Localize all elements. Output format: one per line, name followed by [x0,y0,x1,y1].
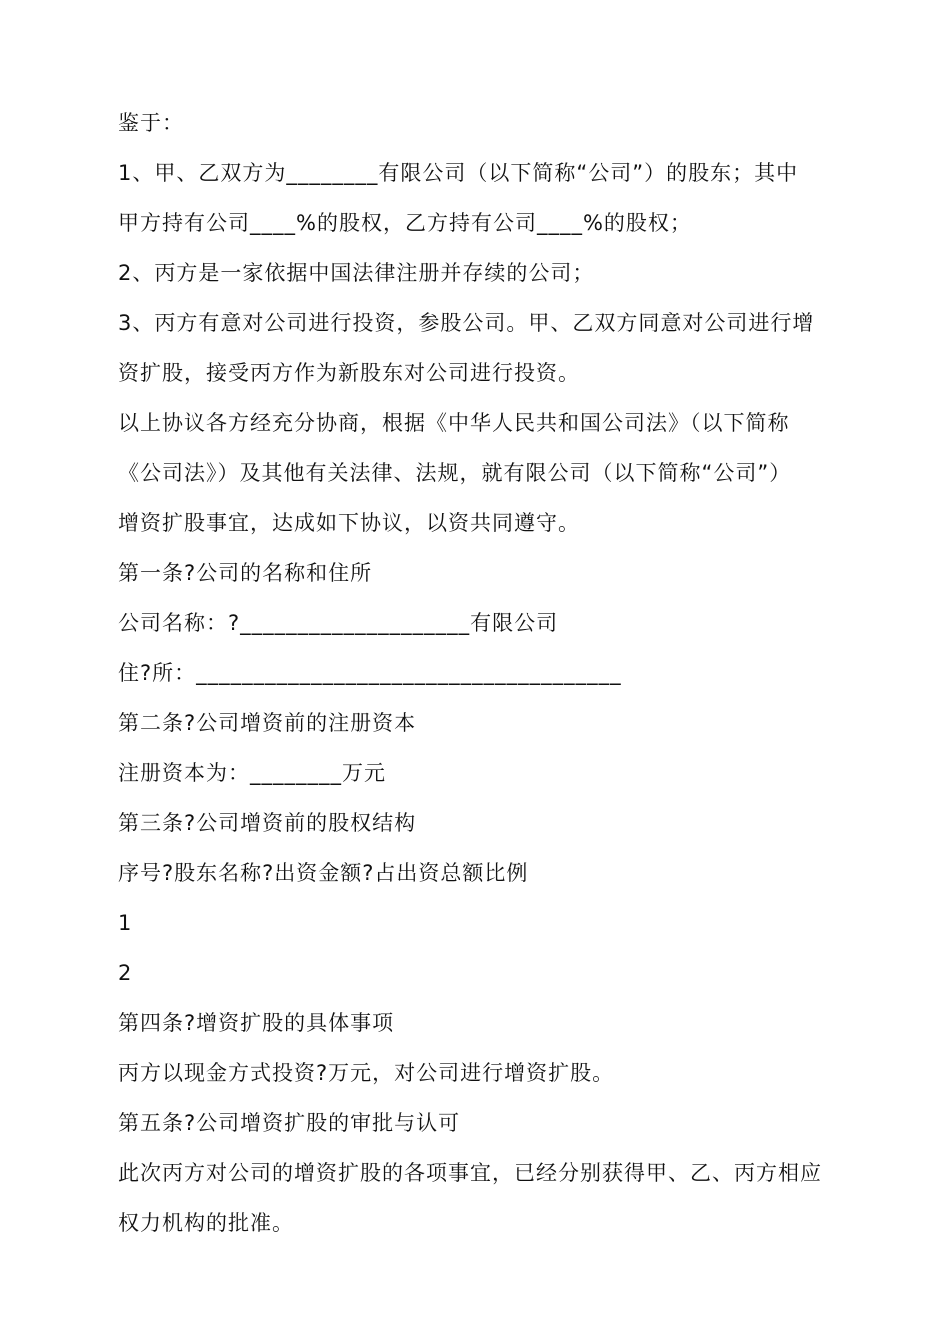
recital-2: 2、丙方是一家依据中国法律注册并存续的公司； [118,261,595,285]
article-1-heading: 第一条?公司的名称和住所 [118,561,373,585]
recital-3-line-1: 3、丙方有意对公司进行投资，参股公司。甲、乙双方同意对公司进行增 [118,311,815,335]
recital-1-line-2: 甲方持有公司____%的股权，乙方持有公司____%的股权； [118,211,692,235]
shareholding-row-1: 1 [118,911,133,935]
company-address-field: 住?所：_____________________________________ [118,661,622,685]
recital-3-line-2: 资扩股，接受丙方作为新股东对公司进行投资。 [118,361,580,385]
article-2-heading: 第二条?公司增资前的注册资本 [118,711,417,735]
shareholding-row-2: 2 [118,961,133,985]
agreement-intro-line-1: 以上协议各方经充分协商，根据《中华人民共和国公司法》（以下简称 [118,411,790,435]
company-name-field: 公司名称：?____________________有限公司 [118,611,559,635]
article-5-body-line-2: 权力机构的批准。 [118,1211,294,1235]
article-4-heading: 第四条?增资扩股的具体事项 [118,1011,395,1035]
shareholding-table-header: 序号?股东名称?出资金额?占出资总额比例 [118,861,529,885]
article-5-heading: 第五条?公司增资扩股的审批与认可 [118,1111,461,1135]
article-3-heading: 第三条?公司增资前的股权结构 [118,811,417,835]
recital-1-line-1: 1、甲、乙双方为________有限公司（以下简称“公司”）的股东；其中 [118,161,799,185]
article-4-body: 丙方以现金方式投资?万元，对公司进行增资扩股。 [118,1061,615,1085]
article-5-body-line-1: 此次丙方对公司的增资扩股的各项事宜，已经分别获得甲、乙、丙方相应 [118,1161,822,1185]
preamble-heading: 鉴于： [118,111,184,135]
registered-capital-field: 注册资本为：________万元 [118,761,386,785]
agreement-intro-line-2: 《公司法》）及其他有关法律、法规，就有限公司（以下简称“公司”） [118,461,792,485]
agreement-intro-line-3: 增资扩股事宜，达成如下协议，以资共同遵守。 [118,511,580,535]
document-body [118,98,838,1248]
